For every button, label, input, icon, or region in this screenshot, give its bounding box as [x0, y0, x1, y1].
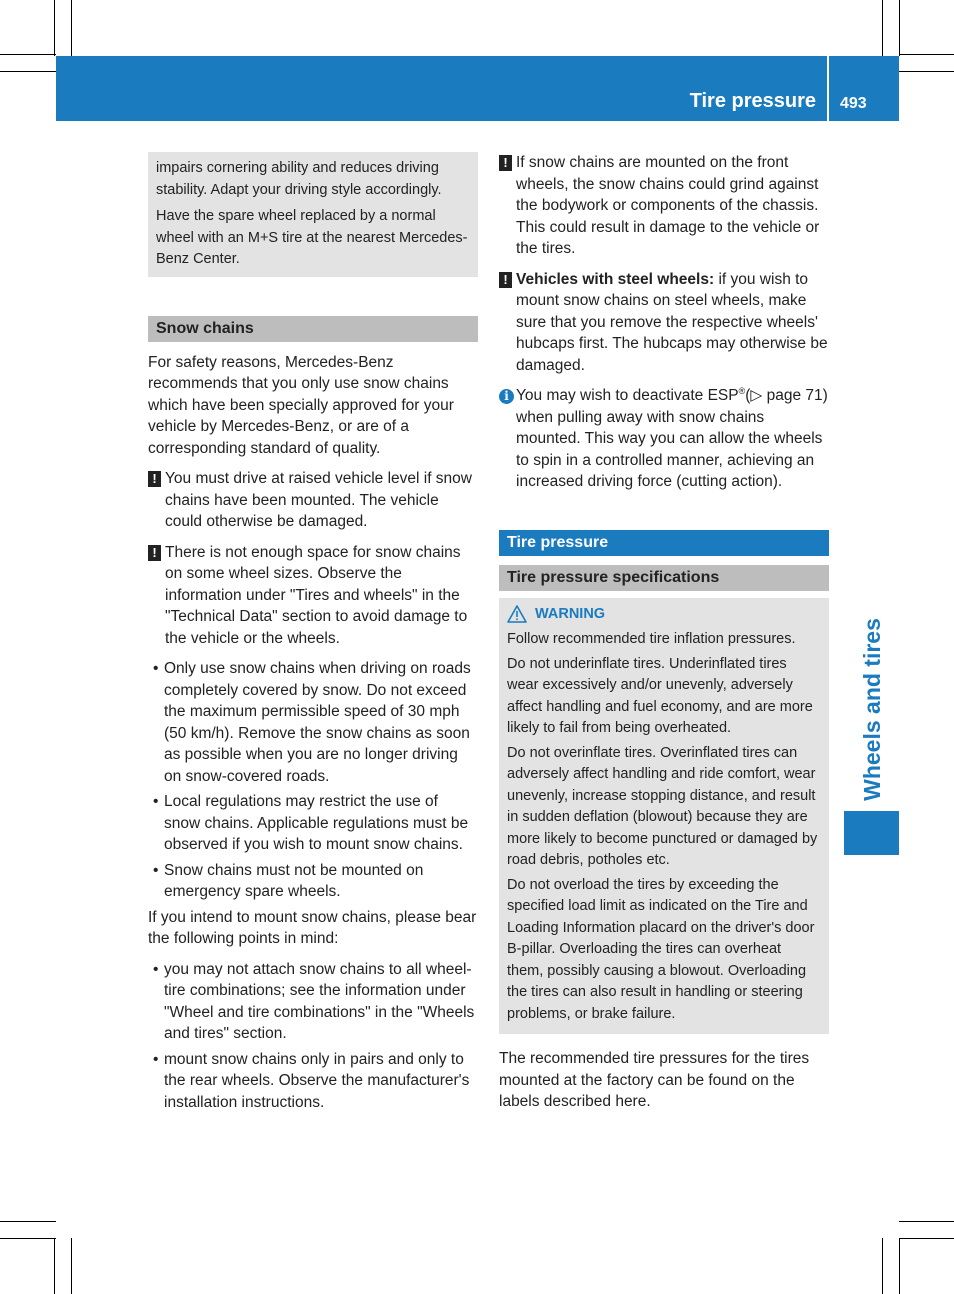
list-item: • mount snow chains only in pairs and only to the rear wheels. Observe the manufacturer's installation instructions. [148, 1049, 478, 1114]
mount-intro: If you intend to mount snow chains, please bear the following points in mind: [148, 908, 477, 947]
left-column [148, 152, 478, 1117]
crop-mark [54, 0, 55, 56]
list-item: • Local regulations may restrict the use of snow chains. Applicable regulations must be observed if you wish to mount snow chains. [148, 791, 478, 856]
caution-lead: Vehicles with steel wheels: [516, 270, 715, 288]
exclamation-icon: ! [499, 155, 512, 171]
page-title: Tire pressure [689, 90, 816, 112]
crop-mark [0, 1221, 56, 1222]
subsection-heading-specifications: Tire pressure specifications [499, 565, 829, 591]
registered-mark: ® [738, 385, 746, 396]
exclamation-icon: ! [148, 471, 161, 487]
mount-points-list [148, 959, 478, 1114]
crop-mark [0, 1238, 56, 1239]
exclamation-icon: ! [148, 545, 161, 561]
continued-text: impairs cornering ability and reduces driving stability. Adapt your driving style accordingly. [156, 160, 442, 198]
warning-text: Do not overload the tires by exceeding the specified load limit as indicated on the Tire and Loading Information placard on the driver's door B-pillar. Overloading the tires can overheat them, possibly causing a blowout. Overloading the tires can also result in handling or steering problems, or brake failure. [507, 876, 815, 1022]
warning-text: Do not underinflate tires. Underinflated tires wear excessively and/or unevenly, adversely affect handling and fuel economy, and are more likely to fail from being overheated. [507, 655, 813, 736]
caution-text: You must drive at raised vehicle level if snow chains have been mounted. The vehicle could otherwise be damaged. [165, 470, 472, 530]
snow-chain-rules-list [148, 658, 478, 903]
crop-mark [899, 1238, 954, 1239]
header-divider [827, 56, 829, 121]
caution-text: There is not enough space for snow chains on some wheel sizes. Observe the information under "Tires and wheels" in the "Technical Data" section to avoid damage to the vehicle or the wheels. [165, 543, 468, 647]
caution-text: if you wish to mount snow chains on steel wheels, make sure that you remove the respective wheels' hubcaps first. The hubcaps may otherwise be damaged. [516, 270, 828, 374]
caution-text: If snow chains are mounted on the front wheels, the snow chains could grind against the bodywork or components of the chassis. This could result in damage to the vehicle or the tires. [516, 154, 820, 257]
info-text: You may wish to deactivate ESP [516, 387, 739, 404]
warning-text: Do not overinflate tires. Overinflated tires can adversely affect handling and ride comfort, wear unevenly, increase stopping distance, and result in sudden deflation (blowout) because they are more likely to become punctured or damaged by road debris, potholes etc. [507, 744, 818, 868]
section-heading-tire-pressure: Tire pressure [499, 530, 829, 556]
page-number: 493 [840, 95, 867, 112]
crop-mark [899, 71, 954, 72]
snow-chains-intro: For safety reasons, Mercedes-Benz recommends that you only use snow chains which have been specially approved for your vehicle by Mercedes-Benz, or are of a corresponding standard of quality. [148, 353, 454, 457]
crop-mark [882, 1238, 883, 1294]
exclamation-icon: ! [499, 272, 512, 288]
crop-mark [882, 0, 883, 56]
closing-paragraph: The recommended tire pressures for the tires mounted at the factory can be found on the labels described here. [499, 1050, 810, 1110]
chapter-tab-marker [844, 811, 899, 855]
list-item: • Only use snow chains when driving on roads completely covered by snow. Do not exceed the maximum permissible speed of 30 mph (50 km/h). Remove the snow chains as soon as possible when you are no longer driving on snow-covered roads. [148, 658, 478, 787]
chapter-tab [842, 616, 902, 802]
caution-note [499, 269, 829, 377]
list-item: • you may not attach snow chains to all wheel-tire combinations; see the information under "Wheel and tire combinations" in the "Wheels and tires" section. [148, 959, 478, 1045]
chapter-tab-label: Wheels and tires [858, 617, 885, 801]
info-text: (▷ page 71) when pulling away with snow chains mounted. This way you can allow the wheels to spin in a controlled manner, achieving an increased driving force (cutting action). [516, 387, 828, 490]
crop-mark [899, 54, 954, 55]
crop-mark [0, 54, 56, 55]
warning-box [499, 598, 829, 1035]
warning-label: WARNING [535, 605, 606, 622]
list-item: • Snow chains must not be mounted on emergency spare wheels. [148, 860, 478, 903]
continued-text: Have the spare wheel replaced by a normal wheel with an M+S tire at the nearest Mercedes-Benz Center. [156, 208, 468, 267]
crop-mark [899, 1238, 900, 1294]
info-icon: i [499, 389, 514, 404]
right-column [499, 152, 829, 1122]
caution-note [148, 542, 478, 650]
continued-warning-box [148, 152, 478, 277]
crop-mark [899, 0, 900, 56]
crop-mark [54, 1238, 55, 1294]
crop-mark [71, 1238, 72, 1294]
crop-mark [0, 71, 56, 72]
caution-note [499, 152, 829, 260]
crop-mark [899, 1221, 954, 1222]
warning-text: Follow recommended tire inflation pressures. [507, 631, 796, 647]
warning-heading [507, 604, 821, 626]
crop-mark [71, 0, 72, 56]
info-note [499, 385, 829, 493]
caution-note [148, 468, 478, 533]
warning-triangle-icon [507, 605, 527, 623]
section-heading-snow-chains: Snow chains [148, 316, 478, 342]
